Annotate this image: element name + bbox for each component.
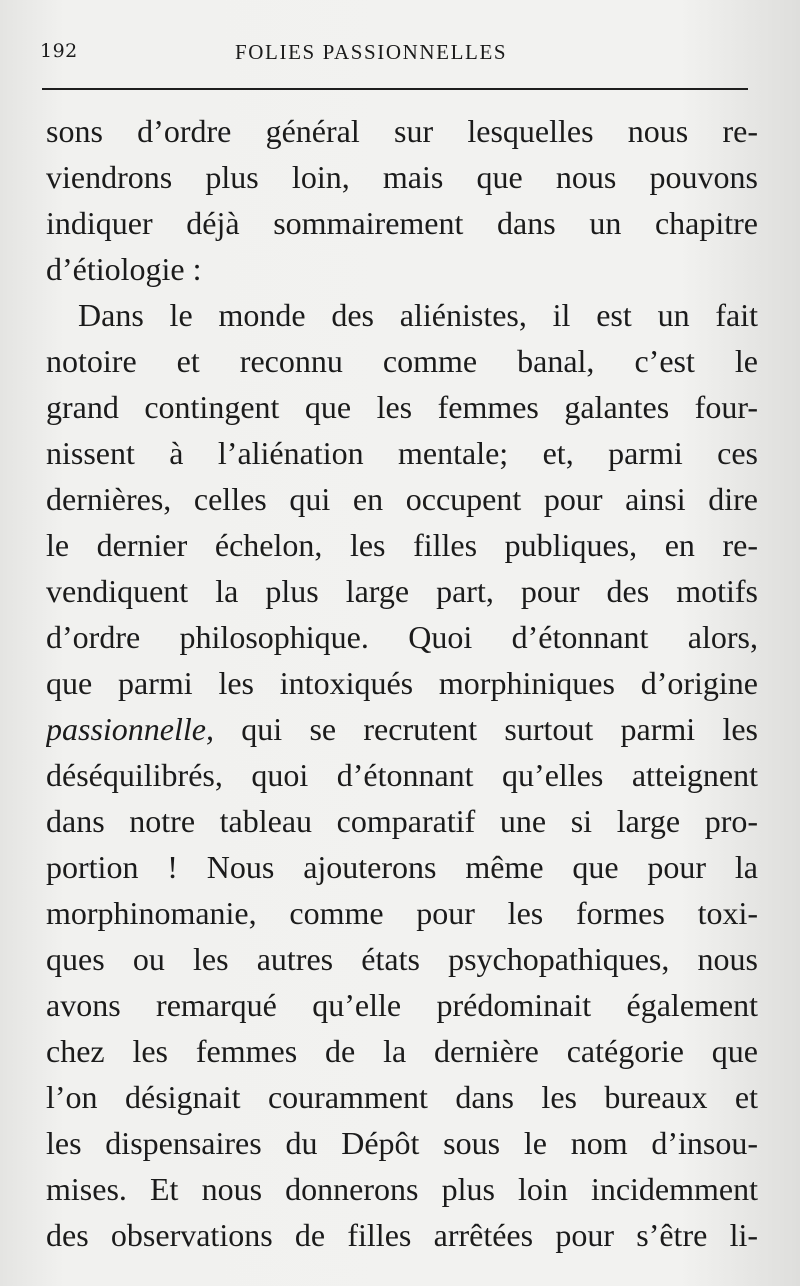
text-line: sons d’ordre général sur lesquelles nous re- [46,113,758,149]
text-line: Dans le monde des aliénistes, il est un fait [78,297,758,333]
text-line: avons remarqué qu’elle prédominait également [46,987,758,1023]
text-line: l’on désignait couramment dans les bureaux et [46,1079,758,1115]
page-header [40,40,752,70]
body-text [46,108,758,1258]
text-line: dans notre tableau comparatif une si large pro- [46,803,758,839]
page-number: 192 [40,40,78,62]
text-line: déséquilibrés, quoi d’étonnant qu’elles atteignent [46,757,758,793]
text-line: des observations de filles arrêtées pour s’être li- [46,1217,758,1253]
running-head: FOLIES PASSIONNELLES [235,40,508,64]
text-line: que parmi les intoxiqués morphiniques d’origine [46,665,758,701]
text-line: le dernier échelon, les filles publiques, en re- [46,527,758,563]
italic-word: passionnelle, [46,711,214,747]
text-line: morphinomanie, comme pour les formes toxi- [46,895,758,931]
text-line: chez les femmes de la dernière catégorie que [46,1033,758,1069]
text-line: ques ou les autres états psychopathiques, nous [46,941,758,977]
text-line: mises. Et nous donnerons plus loin incidemment [46,1171,758,1207]
text-line: d’ordre philosophique. Quoi d’étonnant alors, [46,619,758,655]
header-rule [42,88,748,90]
text-line: viendrons plus loin, mais que nous pouvons [46,159,758,195]
text-line: les dispensaires du Dépôt sous le nom d’insou- [46,1125,758,1161]
text-line: notoire et reconnu comme banal, c’est le [46,343,758,379]
text-line-rest: qui se recrutent surtout parmi les [213,711,758,747]
text-line: dernières, celles qui en occupent pour ainsi dire [46,481,758,517]
text-line: grand contingent que les femmes galantes four- [46,389,758,425]
text-line: indiquer déjà sommairement dans un chapitre [46,205,758,241]
text-line: portion ! Nous ajouterons même que pour la [46,849,758,885]
text-line: d’étiologie : [46,251,202,287]
text-line: vendiquent la plus large part, pour des motifs [46,573,758,609]
text-line-italic-start [46,706,758,752]
text-line: nissent à l’aliénation mentale; et, parmi ces [46,435,758,471]
